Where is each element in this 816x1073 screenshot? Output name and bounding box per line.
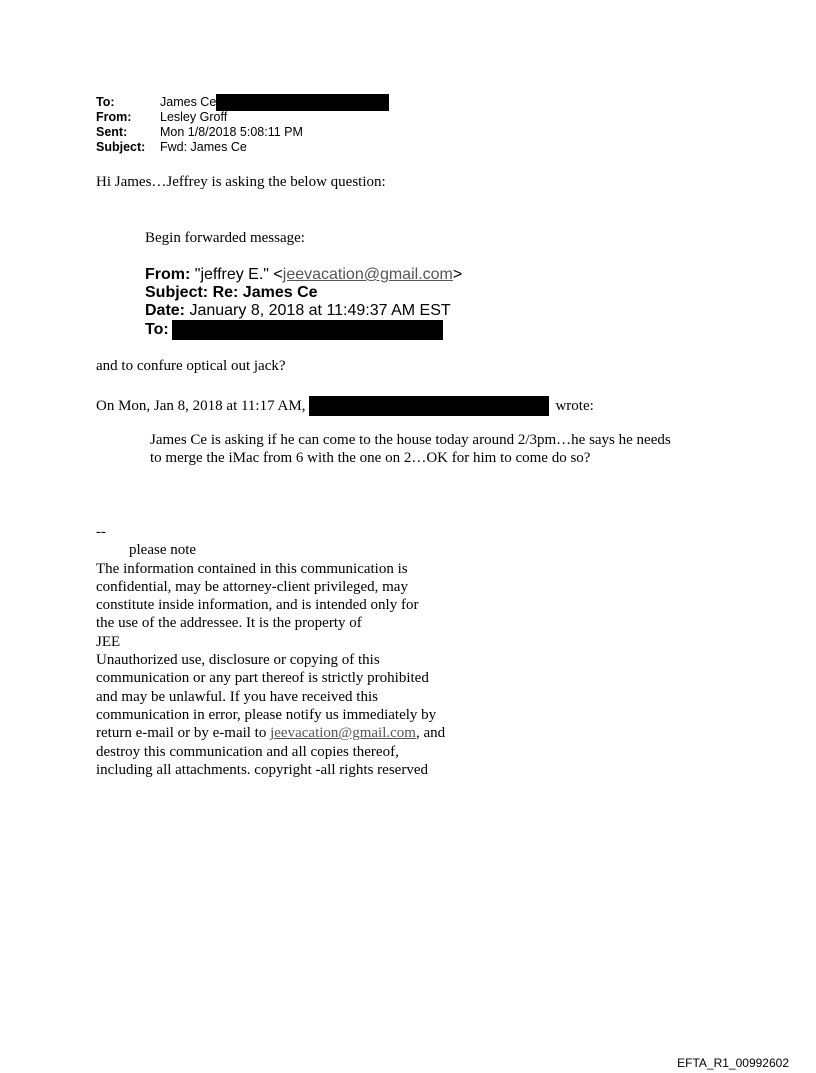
disclaimer-line: confidential, may be attorney-client privileged, may [96, 578, 408, 595]
forwarded-subject-label: Subject: [145, 284, 209, 301]
redaction-block [309, 396, 549, 416]
email-header [96, 95, 389, 155]
signature-block [96, 523, 445, 779]
signature-dashes: -- [96, 524, 106, 540]
quote-intro-start: On Mon, Jan 8, 2018 at 11:17 AM, [96, 397, 306, 414]
disclaimer-line: including all attachments. copyright -all rights reserved [96, 761, 428, 778]
quoted-message: James Ce is asking if he can come to the house today around 2/3pm…he says he needs to merge the iMac from 6 with the one on 2…OK for him to come do so? [150, 432, 671, 466]
disclaimer-email-link[interactable]: jeevacation@gmail.com [270, 725, 416, 742]
forwarded-from-email-link[interactable]: jeevacation@gmail.com [282, 266, 453, 283]
disclaimer-email-prefix: return e-mail or by e-mail to [96, 725, 271, 742]
forwarded-from-close: > [452, 266, 463, 283]
forwarded-subject-row [145, 284, 462, 302]
redaction-block [216, 94, 389, 111]
forwarded-subject-value: Re: James Ce [208, 284, 318, 301]
to-value [160, 95, 389, 110]
disclaimer-email-line [96, 724, 445, 742]
forwarded-from-name: "jeffrey E." < [190, 266, 283, 283]
disclaimer-line: constitute inside information, and is intended only for [96, 597, 419, 614]
forwarded-header [145, 266, 462, 340]
sent-label: Sent: [96, 125, 128, 139]
forwarded-date-row [145, 302, 462, 320]
from-label: From: [96, 110, 132, 124]
sent-value: Mon 1/8/2018 5:08:11 PM [160, 125, 303, 139]
forwarded-intro: Begin forwarded message: [145, 230, 305, 246]
forwarded-from-label: From: [145, 266, 191, 283]
to-label: To: [96, 95, 115, 109]
forwarded-date-label: Date: [145, 302, 186, 319]
forwarded-to-label: To: [145, 321, 169, 338]
disclaimer-line: the use of the addressee. It is the property of [96, 615, 362, 632]
quote-intro [96, 396, 594, 416]
to-row [96, 95, 389, 110]
forwarded-to-row [145, 320, 462, 340]
subject-row [96, 140, 389, 155]
disclaimer-line: communication in error, please notify us immediately by [96, 706, 437, 723]
disclaimer-line: The information contained in this communication is [96, 560, 408, 577]
disclaimer-email-suffix: , and [415, 725, 446, 742]
sent-row [96, 125, 389, 140]
redaction-block [172, 320, 443, 340]
to-name: James Ce [160, 95, 217, 109]
disclaimer-line: destroy this communication and all copies thereof, [96, 743, 399, 760]
from-row [96, 110, 389, 125]
greeting-text: Hi James…Jeffrey is asking the below question: [96, 174, 386, 190]
disclaimer-line: communication or any part thereof is strictly prohibited [96, 670, 429, 687]
document-id: EFTA_R1_00992602 [677, 1056, 789, 1070]
subject-value: Fwd: James Ce [160, 140, 247, 154]
subject-label: Subject: [96, 140, 146, 154]
disclaimer-line: JEE [96, 633, 121, 650]
quote-intro-end: wrote: [555, 397, 594, 414]
disclaimer-line: Unauthorized use, disclosure or copying of this [96, 652, 380, 669]
from-value: Lesley Groff [160, 110, 228, 124]
forwarded-date-value: January 8, 2018 at 11:49:37 AM EST [185, 302, 451, 319]
forwarded-from-row [145, 266, 462, 284]
signature-note: please note [129, 542, 197, 559]
disclaimer-line: and may be unlawful. If you have received this [96, 688, 378, 705]
reply-text: and to confure optical out jack? [96, 358, 286, 374]
